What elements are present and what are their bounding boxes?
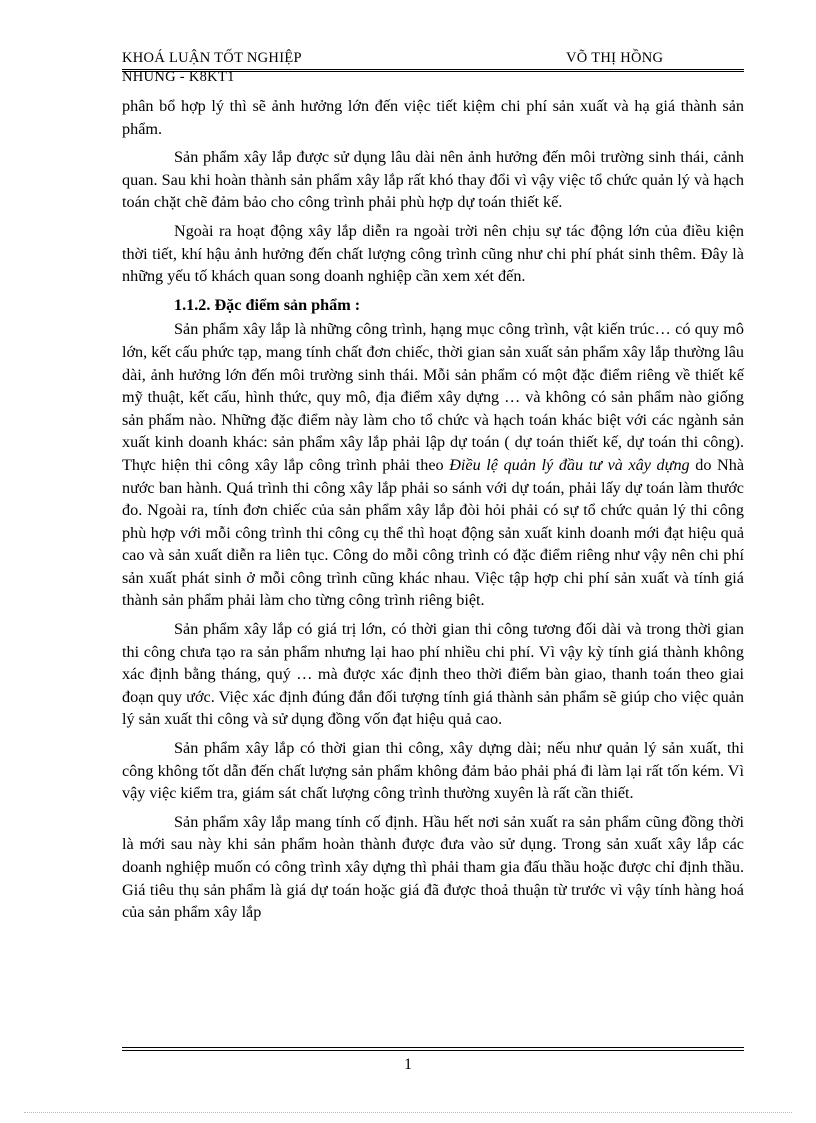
paragraph-text-part2: do Nhà nước ban hành. Quá trình thi công xây lắp phải so sánh với dự toán, phải lấy dự toán làm thước đo. Ngoài ra, tính đơn chiếc của sản phẩm xây lắp đòi hỏi phải có sự tổ chức quản lý thi công phù hợp với mỗi công trình thi công cụ thể thì hoạt động sản xuất kinh doanh mới đạt hiệu quả cao và sản xuất diễn ra liên tục. Công do mỗi công trình có đặc điểm riêng như vậy nên chi phí sản xuất phát sinh ở mỗi công trình cũng khác nhau. Việc tập hợp chi phí sản xuất và tính giá thành sản phẩm phải làm cho từng công trình riêng biệt. xyxy=(122,455,744,610)
paragraph-duration: Sản phẩm xây lắp có thời gian thi công, xây dựng dài; nếu như quản lý sản xuất, thi công không tốt dẫn đến chất lượng sản phẩm không đảm bảo phải phá đi làm lại rất tốn kém. Vì vậy việc kiểm tra, giám sát chất lượng công trình thường xuyên là rất cần thiết. xyxy=(122,739,744,803)
paragraph-value: Sản phẩm xây lắp có giá trị lớn, có thời gian thi công tương đối dài và trong thời gian thi công chưa tạo ra sản phẩm nhưng lại hao phí nhiều chi phí. Vì vậy kỳ tính giá thành không xác định bằng tháng, quý … mà được xác định theo thời điểm bàn giao, thanh toán theo giai đoạn quy ước. Việc xác định đúng đắn đối tượng tính giá thành sản phẩm sẽ giúp cho việc quản lý sản xuất thi công và sử dụng đồng vốn đạt hiệu quả cao. xyxy=(122,620,744,729)
paragraph-continuation: phân bổ hợp lý thì sẽ ảnh hưởng lớn đến việc tiết kiệm chi phí sản xuất và hạ giá thành sản phẩm. xyxy=(122,97,744,138)
paragraph-weather: Ngoài ra hoạt động xây lắp diễn ra ngoài trời nên chịu sự tác động lớn của điều kiện thời tiết, khí hậu ảnh hưởng đến chất lượng công trình cũng như chi phí phát sinh thêm. Đây là những yếu tố khách quan song doanh nghiệp cần xem xét đến. xyxy=(122,221,744,286)
page-number: 1 xyxy=(404,1056,412,1073)
header-author-name: VÕ THỊ HỒNG xyxy=(566,50,664,66)
paragraph-fixed-location: Sản phẩm xây lắp mang tính cố định. Hầu hết nơi sản xuất ra sản phẩm cũng đồng thời là mới sau này khi sản phẩm hoàn thành được đưa vào sử dụng. Trong sản xuất xây lắp các doanh nghiệp muốn có công trình xây dựng thì phải tham gia đấu thầu hoặc được chỉ định thầu. Giá tiêu thụ sản phẩm là giá dự toán hoặc giá đã được thoả thuận từ trước vì vậy tính hàng hoá của sản phẩm xây lắp xyxy=(122,812,744,922)
italic-regulation-title: Điều lệ quản lý đầu tư và xây dựng xyxy=(449,455,690,474)
header-rule-top xyxy=(122,69,744,70)
header-thesis-title: KHOÁ LUẬN TỐT NGHIỆP xyxy=(122,50,302,66)
paragraph-text-part1: Sản phẩm xây lắp là những công trình, hạng mục công trình, vật kiến trúc… có quy mô lớn, kết cấu phức tạp, mang tính chất đơn chiếc, thời gian sản xuất sản phẩm xây lắp thường lâu dài, ảnh hưởng lớn đến môi trường sinh thái. Mỗi sản phẩm có một đặc điểm riêng về thiết kế mỹ thuật, kết cấu, hình thức, quy mô, địa điểm xây dựng … và không có sản phẩm nào giống sản phẩm nào. Những đặc điểm này làm cho tổ chức và hạch toán khác biệt với các ngành sản xuất kinh doanh khác: sản phẩm xây lắp phải lập dự toán ( dự toán thiết kế, dự toán thi công). Thực hiện thi công xây lắp công trình phải theo xyxy=(122,320,744,474)
page-edge-divider xyxy=(24,1112,792,1113)
page-header xyxy=(122,50,742,90)
paragraph-environment: Sản phẩm xây lắp được sử dụng lâu dài nên ảnh hưởng đến môi trường sinh thái, cảnh quan. Sau khi hoàn thành sản phẩm xây lắp rất khó thay đổi vì vậy việc tổ chức quản lý và hạch toán chặt chẽ đảm bảo cho công trình phải phù hợp dự toán thiết kế. xyxy=(122,148,744,212)
body-text xyxy=(122,95,744,930)
section-heading: 1.1.2. Đặc điểm sản phẩm : xyxy=(174,295,361,314)
footer-rule-top xyxy=(122,1047,744,1048)
header-author-class: NHUNG - K8KT1 xyxy=(122,70,235,81)
header-rule-bottom xyxy=(122,71,744,72)
paragraph-product-characteristics xyxy=(122,318,744,612)
footer-rule-bottom xyxy=(122,1050,744,1051)
